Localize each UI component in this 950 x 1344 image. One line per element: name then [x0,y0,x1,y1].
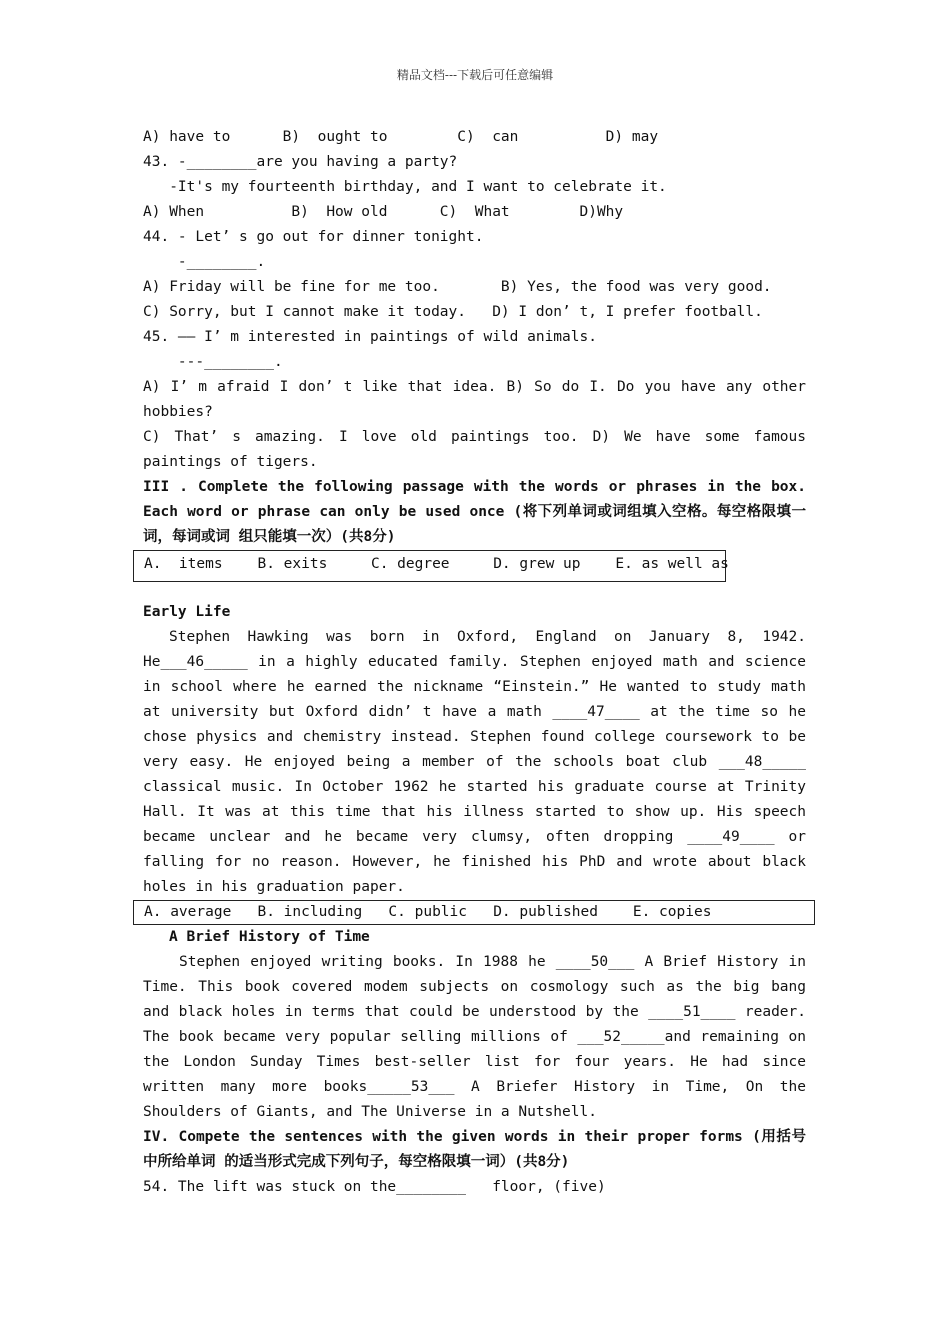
passage-title-brief-history: A Brief History of Time [169,929,370,945]
passage-brief-history [143,950,806,1125]
word-box-2: A. average B. including C. public D. published E. copies [133,900,815,925]
passage-early-life [143,625,806,900]
q44-reply: -________. [143,254,266,270]
paragraph-indent [143,629,169,645]
document-body [143,125,806,1200]
q43-reply: -It's my fourteenth birthday, and I want to celebrate it. [143,179,667,195]
q54: 54. The lift was stuck on the________ floor, (five) [143,1179,606,1195]
q45-reply: ---________. [143,354,283,370]
passage-brief-history-text: Stephen enjoyed writing books. In 1988 he ____50___ A Brief History in Time. This book covered modem subjects on cosmology such as the big bang and black holes in terms that could be understood by the ____51____ reader. The book became very popular selling millions of ___52_____and remaining on the London Sunday Times best-seller list for four years. He had since written many more books_____53___ A Briefer History in Time, On the Shoulders of Giants, and The Universe in a Nutshell. [143,954,806,1120]
section3-heading: III . Complete the following passage with the words or phrases in the box. Each word or phrase can only be used once (将下列单词或词组填入空格。每空格限填一词，每词或词 组只能填一次）(共8分) [143,479,806,545]
page-header: 精品文档---下载后可任意编辑 [396,68,554,82]
passage-early-life-text: Stephen Hawking was born in Oxford, England on January 8, 1942. He___46_____ in a highly educated family. Stephen enjoyed math and science in school where he earned the nickname “Einstein.” He wanted to study math at university but Oxford didn’ t have a math ____47____ at the time so he chose physics and chemistry instead. Stephen found college coursework to be very easy. He enjoyed being a member of the schools boat club ___48_____ classical music. In October 1962 he started his graduate course at Trinity Hall. It was at this time that his illness started to show up. His speech became unclear and he became very clumsy, often dropping ____49____ or falling for no reason. However, he finished his PhD and wrote about black holes in his graduation paper. [143,629,806,895]
q44-options-ab: A) Friday will be fine for me too. B) Yes, the food was very good. [143,279,772,295]
q42-options: A) have to B) ought to C) can D) may [143,129,659,145]
q44-options-cd: C) Sorry, but I cannot make it today. D) I don’ t, I prefer football. [143,304,763,320]
section4-heading: IV. Compete the sentences with the given words in their proper forms (用括号中所给单词 的适当形式完成下列句子，每空格限填一词）(共8分) [143,1129,806,1170]
q43-options: A) When B) How old C) What D)Why [143,204,624,220]
spacer [143,582,806,600]
q44-question: 44. - Let’ s go out for dinner tonight. [143,229,484,245]
q45-question: 45. —— I’ m interested in paintings of wild animals. [143,329,597,345]
q45-option-cd: C) That’ s amazing. I love old paintings too. D) We have some famous paintings of tigers. [143,429,806,470]
word-box-1: A. items B. exits C. degree D. grew up E. as well as [133,550,726,582]
q45-option-ab: A) I’ m afraid I don’ t like that idea. B) So do I. Do you have any other hobbies? [143,379,806,420]
passage-title-early-life: Early Life [143,604,231,620]
paragraph-indent [143,954,179,970]
q43-question: 43. -________are you having a party? [143,154,458,170]
